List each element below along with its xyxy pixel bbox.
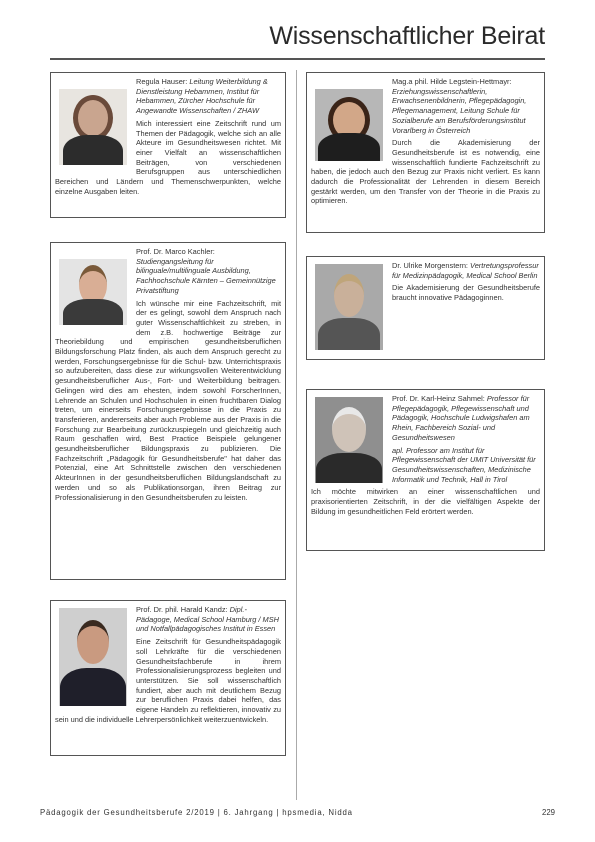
member-statement: Ich möchte mitwirken an einer wissenschaftlichen und praxisorientierten Zeitschrift, in der die vielfältigen Aspekte der Bildung im gesundheitlichen Feld erörtert werden. bbox=[311, 487, 540, 516]
member-role: Dipl.-Pädagoge, Medical School Hamburg / MSH und Notfallpädagogisches Institut in Essen bbox=[136, 605, 279, 634]
member-role-secondary: apl. Professor am Institut für Pflegewissenschaft der UMIT Universität für Gesundheitswissenschaften, Medizinische Informatik und Technik, Hall in Tirol bbox=[392, 445, 536, 484]
portrait-photo bbox=[59, 259, 127, 325]
portrait-photo bbox=[59, 89, 127, 165]
member-card-kachler bbox=[50, 242, 286, 580]
member-name: Prof. Dr. phil. Harald Kandz: bbox=[136, 605, 228, 614]
footer-journal-info: Pädagogik der Gesundheitsberufe 2/2019 | 6. Jahrgang | hpsmedia, Nidda bbox=[40, 808, 353, 817]
member-name: Prof. Dr. Marco Kachler: bbox=[136, 247, 215, 256]
member-role: Leitung Weiterbildung & Dienstleistung Hebammen, Institut für Hebammen, Zürcher Hochschule für Angewandte Wissenschaften / ZHAW bbox=[136, 77, 268, 116]
member-name: Dr. Ulrike Morgenstern: bbox=[392, 261, 468, 270]
member-role: Erziehungswissenschaftlerin, Erwachsenenbildnerin, Pflegepädagogin, Pflegemanagement, Leitung Schule für Sozialberufe am Berufsförderungsinstitut Vorarlberg in Österreich bbox=[392, 86, 527, 135]
column-divider bbox=[296, 70, 297, 800]
member-role: Professor für Pflegepädagogik, Pflegewissenschaft und Pädagogik, Hochschule Ludwigshafen am Rhein, Fachbereich Sozial- und Gesundheitswesen bbox=[392, 394, 530, 442]
page-footer bbox=[40, 808, 555, 817]
member-name: Prof. Dr. Karl-Heinz Sahmel: bbox=[392, 394, 485, 403]
member-statement: Ich wünsche mir eine Fachzeitschrift, mit der es gelingt, sowohl dem Anspruch nach guter Wissenschaftlichkeit zu streben, in dem z.B. hochwertige Beiträge zur Theoriebildung und empirischen gesundheitsberuflichen Bildungsforschung Platz finden, als auch dem Anspruch gerecht zu werden, Forschungsergebnisse für die Schul- bzw. Unterrichtspraxis so aufzubereiten, dass diese zur wirkungsvollen Weiterentwicklung gesundheitsberuflicher Aus-, Fort- und Weiterbildung beitragen. Gelingen wird dies am ehesten, indem sowohl ForscherInnen, Lehrende an Schulen und Hochschulen in einen fruchtbaren Dialog treten, um einerseits Forschungsergebnisse in die Praxis zu transferieren, andererseits aber auch Probleme aus der Praxis in die Forschung zur Bearbeitung zurückzuspiegeln und gleichzeitig auch Raum geschaffen wird, Best Practice Beispiele gelungener gesundheitsberuflicher Bildungspraxis zu publizieren. Die Fachzeitschrift „Pädagogik für Gesundheitsberufe" hat daher das Potenzial, eine Art Schnittstelle zwischen den verschiedenen AkteurInnen in der gesundheitsberuflichen Bildungslandschaft zu werden und so als Publikationsorgan, ihren Beitrag zur Professionalisierung in den Gesundheitsberufen zu leisten. bbox=[55, 298, 281, 502]
member-role: Studiengangsleitung für bilinguale/multilinguale Ausbildung, Fachhochschule Kärnten – Gemeinnützige Privatstiftung bbox=[136, 256, 276, 295]
member-statement: Mich interessiert eine Zeitschrift rund um Themen der Pädagogik, welche sich an alle Akteure im Gesundheitswesen richtet. Mit einer Vielfalt an wissenschaftlichen Beiträgen, von verschiedenen Berufsgruppen aus unterschiedlichen Bereichen und Ländern und Themenschwerpunkten, welche einzelne Ausgaben leiten. bbox=[55, 118, 281, 196]
member-card-hauser bbox=[50, 72, 286, 218]
portrait-photo bbox=[315, 89, 383, 161]
title-rule bbox=[50, 58, 545, 60]
member-statement: Durch die Akademisierung der Gesundheitsberufe ist es notwendig, eine wissenschaftlich fundierte Fachzeitschrift zu haben, die jedoch auch den Bezug zur Praxis nicht verliert. Es kann dadurch die Professionalität der Lehrenden in diesem Bereich gestärkt werden, um den Transfer von der Theorie in die Praxis zu optimieren. bbox=[311, 138, 540, 206]
member-card-kandz bbox=[50, 600, 286, 756]
portrait-photo bbox=[59, 608, 127, 706]
member-name: Mag.a phil. Hilde Legstein-Hettmayr: bbox=[392, 77, 512, 86]
member-statement: Eine Zeitschrift für Gesundheitspädagogik soll Lehrkräfte für die verschiedenen Gesundheitsfachberufe in ihrem Professionalisierungsprozess begleiten und unterstützen. Sie soll wissenschaftlich fundiert, aber auch mit deutlichem Bezug zur beruflichen Praxis dabei helfen, das eigene Handeln zu reflektieren, innovativ zu sein und die individuelle Lehrerpersönlichkeit weiterzuentwickeln. bbox=[55, 637, 281, 724]
member-name: Regula Hauser: bbox=[136, 77, 188, 86]
portrait-photo bbox=[315, 264, 383, 350]
page-number: 229 bbox=[541, 808, 555, 817]
member-card-sahmel bbox=[306, 389, 545, 551]
member-role: Vertretungsprofessur für Medizinpädagogik, Medical School Berlin bbox=[392, 261, 539, 280]
member-card-morgenstern bbox=[306, 256, 545, 360]
member-card-legstein bbox=[306, 72, 545, 233]
portrait-photo bbox=[315, 397, 383, 483]
page-title: Wissenschaftlicher Beirat bbox=[269, 22, 545, 50]
member-statement: Die Akademisierung der Gesundheitsberufe braucht innovative Pädagoginnen. bbox=[392, 283, 540, 303]
